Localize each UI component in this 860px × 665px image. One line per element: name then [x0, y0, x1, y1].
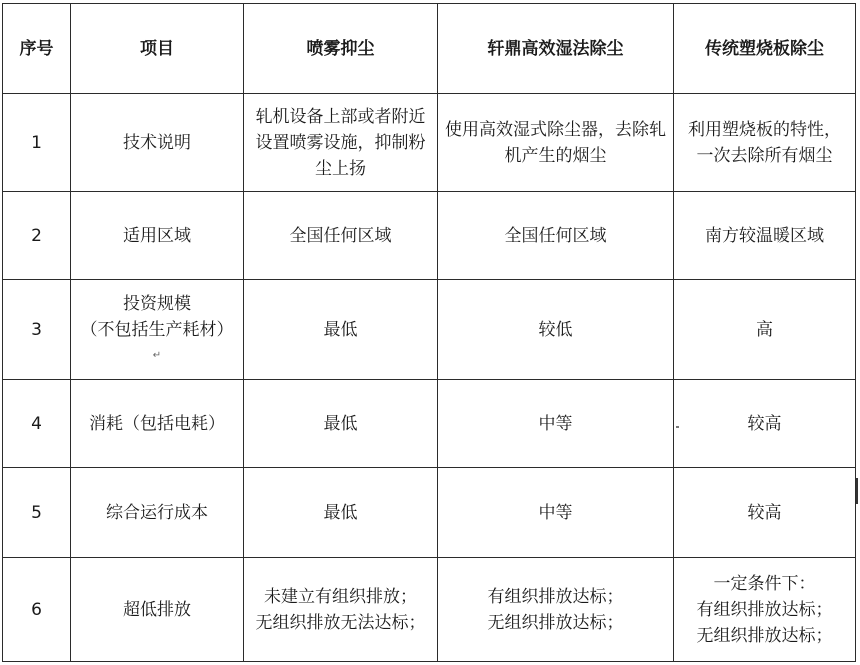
row-item: 适用区域 [71, 192, 244, 280]
table-row [3, 558, 856, 662]
row-number: 2 [3, 192, 71, 280]
cell-traditional: 利用塑烧板的特性，一次去除所有烟尘 [674, 94, 856, 192]
row-item: 综合运行成本 [71, 468, 244, 558]
table-row [3, 192, 856, 280]
cell-spray: 轧机设备上部或者附近设置喷雾设施，抑制粉尘上扬 [244, 94, 438, 192]
cell-xuanding: 全国任何区域 [438, 192, 674, 280]
table-header-row [3, 4, 856, 94]
cell-xuanding: 有组织排放达标； 无组织排放达标； [438, 558, 674, 662]
header-item: 项目 [71, 4, 244, 94]
table-row [3, 94, 856, 192]
cell-spray: 最低 [244, 468, 438, 558]
paragraph-mark-icon: ↵ [152, 349, 162, 361]
header-seq: 序号 [3, 4, 71, 94]
row-number: 4 [3, 380, 71, 468]
cell-traditional: 一定条件下： 有组织排放达标； 无组织排放达标； [674, 558, 856, 662]
comparison-table [2, 3, 856, 662]
cell-xuanding: 使用高效湿式除尘器，去除轧机产生的烟尘 [438, 94, 674, 192]
cell-spray: 未建立有组织排放； 无组织排放无法达标； [244, 558, 438, 662]
header-spray: 喷雾抑尘 [244, 4, 438, 94]
row-item: 投资规模 （不包括生产耗材） [80, 293, 234, 340]
cell-spray: 最低 [244, 280, 438, 380]
row-number: 5 [3, 468, 71, 558]
cell-spray: 全国任何区域 [244, 192, 438, 280]
row-item: 技术说明 [71, 94, 244, 192]
stray-tick-mark [676, 426, 679, 428]
row-item-cell [71, 280, 244, 380]
cell-traditional: 南方较温暖区域 [674, 192, 856, 280]
row-number: 6 [3, 558, 71, 662]
cell-traditional: 高 [674, 280, 856, 380]
cell-traditional: 较高 [674, 380, 856, 468]
cell-xuanding: 较低 [438, 280, 674, 380]
header-xuanding: 轩鼎高效湿法除尘 [438, 4, 674, 94]
row-number: 3 [3, 280, 71, 380]
table-row [3, 380, 856, 468]
cell-traditional: 较高 [674, 468, 856, 558]
cell-spray: 最低 [244, 380, 438, 468]
header-traditional: 传统塑烧板除尘 [674, 4, 856, 94]
text-cursor-mark [856, 478, 858, 504]
row-number: 1 [3, 94, 71, 192]
table-row [3, 280, 856, 380]
row-item: 超低排放 [71, 558, 244, 662]
cell-xuanding: 中等 [438, 380, 674, 468]
table-row [3, 468, 856, 558]
cell-xuanding: 中等 [438, 468, 674, 558]
row-item: 消耗（包括电耗） [71, 380, 244, 468]
